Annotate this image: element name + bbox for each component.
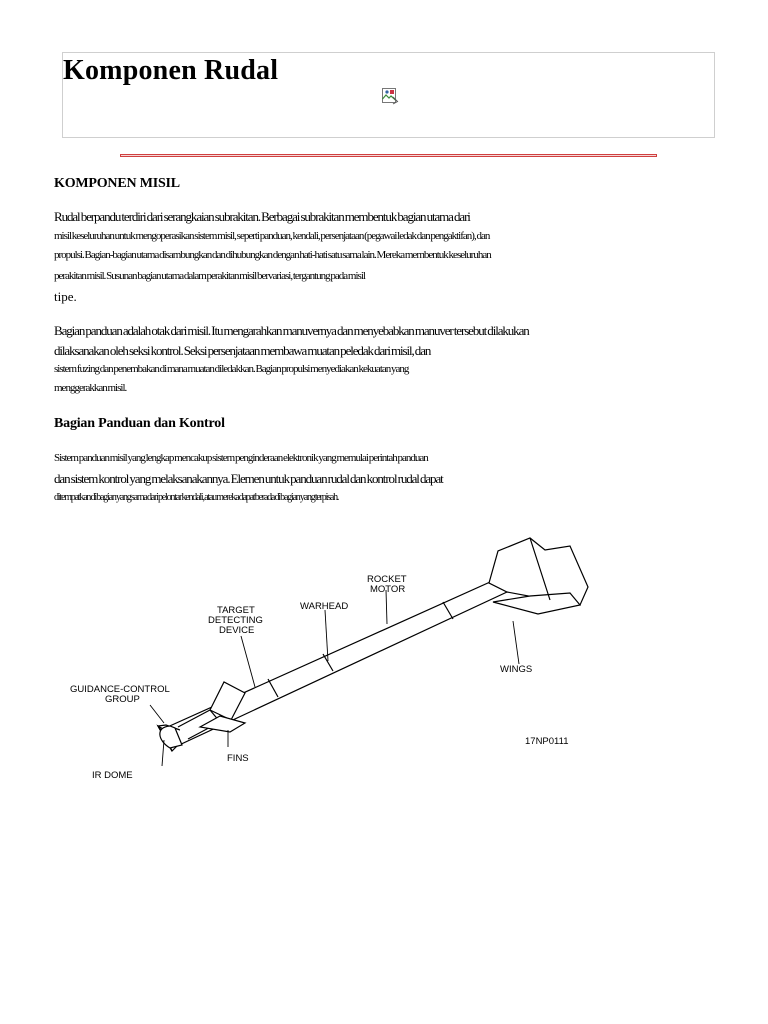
- broken-image-icon: [381, 87, 399, 105]
- heading-komponen-misil: KOMPONEN MISIL: [54, 176, 180, 191]
- paragraph-3-line: dan sistem kontrol yang melaksanakannya. Elemen untuk panduan rudal dan kontrol rudal dapat: [54, 471, 443, 486]
- label-motor: MOTOR: [370, 584, 406, 595]
- paragraph-2-line: dilaksanakan oleh seksi kontrol. Seksi persenjataan membawa muatan peledak dari misil, dan: [54, 343, 431, 358]
- paragraph-1-line: propulsi. Bagian-bagian utama disambungkan dan dihubungkan dengan hati-hati satu sama lain. Mereka membentuk keseluruhan: [54, 249, 491, 261]
- paragraph-1-line: Rudal berpandu terdiri dari serangkaian subrakitan. Berbagai subrakitan membentuk bagian utama dari: [54, 209, 470, 224]
- title-box: [62, 52, 715, 138]
- label-rocket: ROCKET: [367, 574, 407, 585]
- paragraph-3-line: ditempatkan di bagian yang sama dari pelontar kendali, atau mereka dapat berada di bagian yang terpisah.: [54, 492, 339, 503]
- label-group: GROUP: [105, 694, 140, 705]
- label-ir-dome: IR DOME: [92, 770, 133, 781]
- label-target: TARGET: [217, 605, 255, 616]
- label-detecting: DETECTING: [208, 615, 263, 626]
- paragraph-2-line: sistem fuzing dan penembakan di mana muatan diledakkan. Bagian propulsi menyediakan kekuatan yang: [54, 363, 409, 375]
- paragraph-2-line: menggerakkan misil.: [54, 382, 127, 394]
- label-guidance-control: GUIDANCE-CONTROL: [70, 684, 170, 695]
- label-wings: WINGS: [500, 664, 533, 675]
- paragraph-1-line: misil keseluruhan untuk mengoperasikan sistem misil, seperti panduan, kendali, persenjataan (pegawai ledak dan pengaktifan), dan: [54, 230, 490, 242]
- heading-bagian-panduan: Bagian Panduan dan Kontrol: [54, 416, 225, 431]
- missile-diagram: [60, 530, 620, 790]
- canard-fins: [200, 682, 245, 732]
- page-title: Komponen Rudal: [63, 55, 279, 86]
- label-fins: FINS: [227, 753, 249, 764]
- paragraph-1-line: tipe.: [54, 289, 77, 304]
- label-device: DEVICE: [219, 625, 255, 636]
- paragraph-3-line: Sistem panduan misil yang lengkap mencakup sistem penginderaan elektronik yang memulai perintah panduan: [54, 452, 428, 464]
- figure-code: 17NP0111: [525, 736, 569, 747]
- tail-wings: [489, 538, 588, 614]
- horizontal-divider: [120, 154, 657, 157]
- label-warhead: WARHEAD: [300, 601, 349, 612]
- paragraph-2-line: Bagian panduan adalah otak dari misil. Itu mengarahkan manuvernya dan menyebabkan manuver tersebut dilakukan: [54, 323, 529, 338]
- paragraph-1-line: perakitan misil. Susunan bagian utama dalam perakitan misil bervariasi, tergantung pada misil: [54, 270, 365, 282]
- leader-lines: [150, 590, 519, 766]
